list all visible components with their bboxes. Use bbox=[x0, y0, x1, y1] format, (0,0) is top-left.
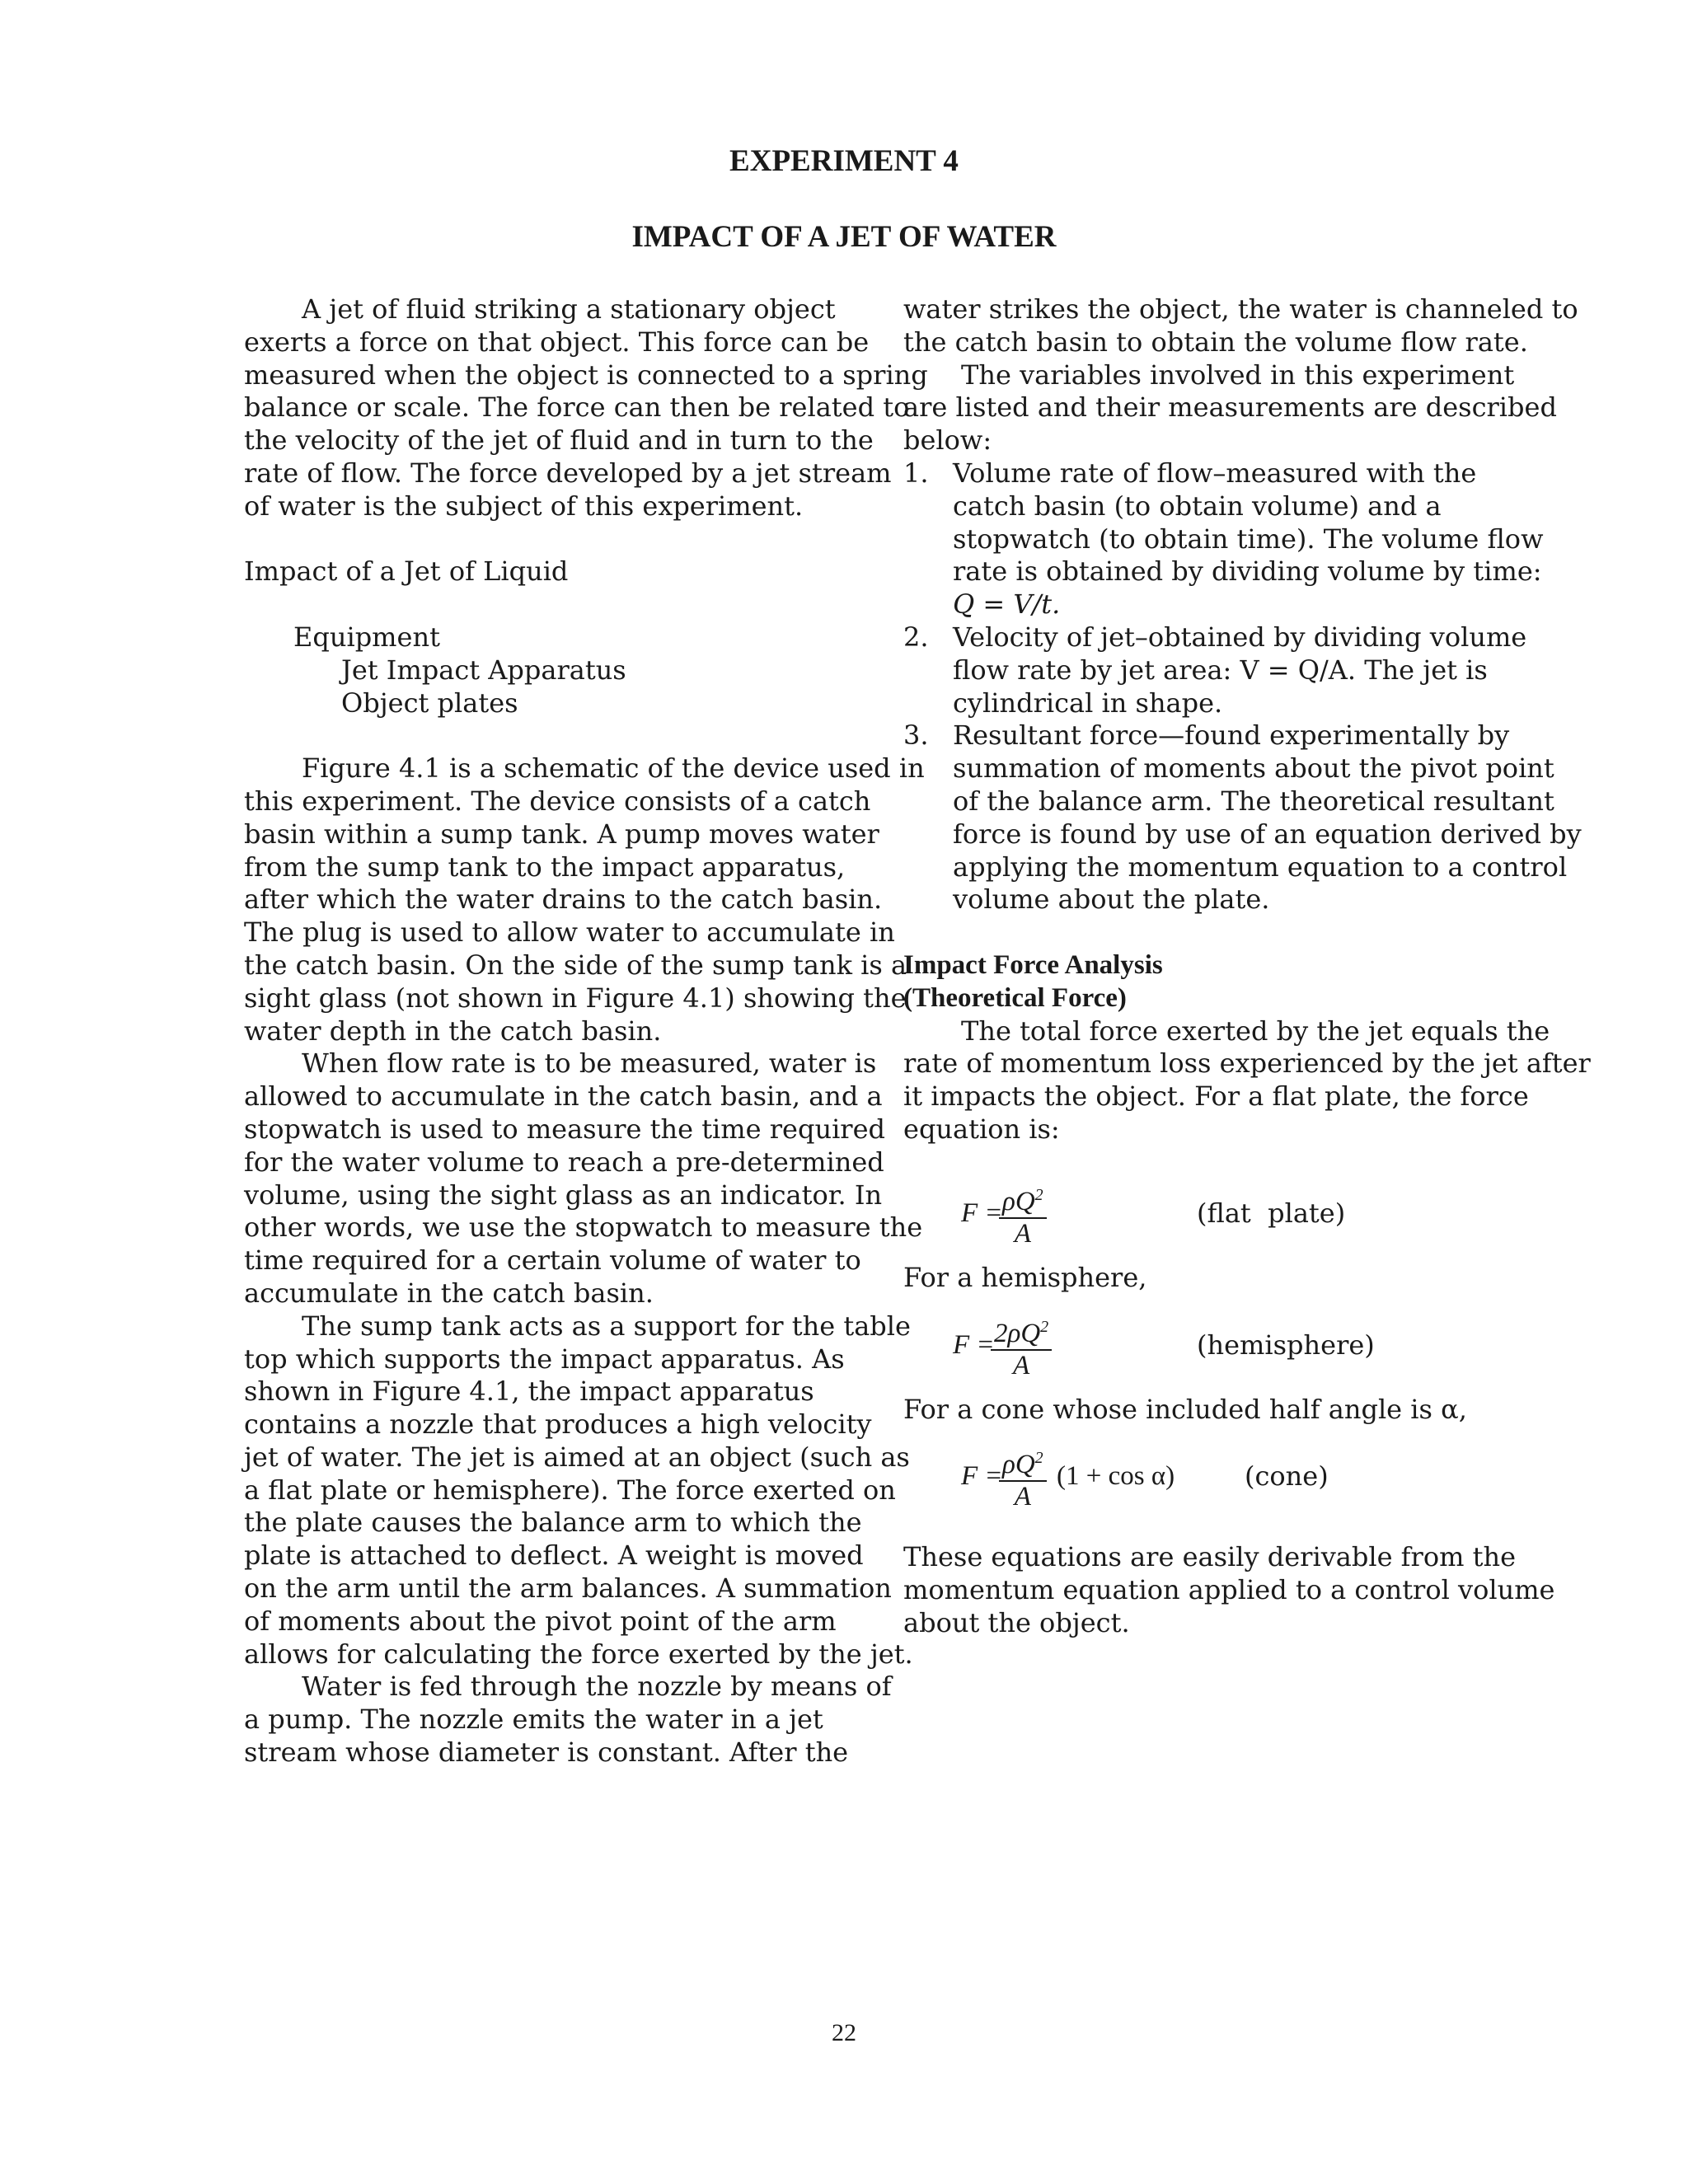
equation-lhs: F = bbox=[953, 1329, 995, 1360]
text-line: cylindrical in shape. bbox=[953, 687, 1223, 719]
list-number: 3. bbox=[903, 719, 929, 752]
hemisphere-intro: For a hemisphere, bbox=[903, 1261, 1147, 1293]
list-item bbox=[903, 457, 1544, 621]
text-line: rate of momentum loss experienced by the jet after bbox=[903, 1047, 1591, 1080]
left-column bbox=[244, 293, 928, 1769]
text-line: time required for a certain volume of water to bbox=[244, 1244, 861, 1277]
text-line: equation is: bbox=[903, 1113, 1060, 1145]
cone-intro: For a cone whose included half angle is α, bbox=[903, 1393, 1467, 1425]
equation-numerator: 2ρQ bbox=[994, 1318, 1041, 1348]
sump-tank-paragraph bbox=[244, 1310, 913, 1671]
analysis-heading: Impact Force Analysis bbox=[903, 949, 1163, 980]
text-line: Resultant force—found experimentally by bbox=[953, 719, 1510, 752]
equation-denominator: A bbox=[1013, 1350, 1030, 1380]
text-line: Figure 4.1 is a schematic of the device used in bbox=[302, 752, 925, 785]
text-line: flow rate by jet area: V = Q/A. The jet is bbox=[953, 654, 1488, 686]
text-line: A jet of fluid striking a stationary object bbox=[302, 293, 836, 325]
equation-numerator: ρQ bbox=[1002, 1186, 1035, 1216]
equipment-item: Object plates bbox=[341, 687, 518, 719]
text-line: the catch basin to obtain the volume flow rate. bbox=[903, 326, 1528, 358]
text-line: Water is fed through the nozzle by means of bbox=[302, 1671, 892, 1703]
equation-denominator: A bbox=[1014, 1218, 1031, 1249]
text-line: basin within a sump tank. A pump moves water bbox=[244, 818, 879, 850]
text-line: momentum equation applied to a control volume bbox=[903, 1574, 1555, 1606]
text-line: water strikes the object, the water is channeled to bbox=[903, 293, 1578, 325]
text-line: balance or scale. The force can then be related to bbox=[244, 391, 910, 424]
text-line: are listed and their measurements are described bbox=[903, 391, 1557, 424]
equation-exponent: 2 bbox=[1034, 1449, 1043, 1468]
analysis-paragraph bbox=[903, 1015, 1591, 1146]
equation-factor: (1 + cos α) bbox=[1057, 1461, 1175, 1492]
text-line: on the arm until the arm balances. A summation bbox=[244, 1572, 892, 1605]
list-item bbox=[903, 621, 1538, 719]
flat-plate-equation bbox=[903, 1179, 1538, 1249]
text-line: shown in Figure 4.1, the impact apparatus bbox=[244, 1376, 814, 1408]
section-label: Impact of a Jet of Liquid bbox=[244, 555, 569, 588]
text-line: Volume rate of flow–measured with the bbox=[953, 457, 1477, 489]
text-line: after which the water drains to the catch basin. bbox=[244, 883, 883, 916]
text-line: stream whose diameter is constant. After the bbox=[244, 1736, 849, 1769]
text-line: the plate causes the balance arm to which the bbox=[244, 1507, 862, 1539]
text-line: rate of flow. The force developed by a jet stream bbox=[244, 457, 892, 489]
text-line: Velocity of jet–obtained by dividing volume bbox=[953, 621, 1527, 653]
page-title: EXPERIMENT 4 bbox=[729, 144, 959, 178]
text-line: contains a nozzle that produces a high velocity bbox=[244, 1408, 872, 1441]
text-line: applying the momentum equation to a control bbox=[953, 851, 1568, 883]
text-line: the catch basin. On the side of the sump tank is a bbox=[244, 949, 907, 981]
text-line: for the water volume to reach a pre-determined bbox=[244, 1146, 884, 1178]
text-line: it impacts the object. For a flat plate, the force bbox=[903, 1080, 1529, 1113]
device-paragraph bbox=[244, 752, 925, 1047]
equation-label: (hemisphere) bbox=[1197, 1329, 1375, 1361]
equation-lhs: F = bbox=[961, 1197, 1003, 1228]
equation-exponent: 2 bbox=[1040, 1317, 1049, 1336]
text-line: stopwatch (to obtain time). The volume flow bbox=[953, 523, 1544, 555]
text-line: from the sump tank to the impact apparatus, bbox=[244, 851, 846, 883]
text-line: of the balance arm. The theoretical resultant bbox=[953, 785, 1554, 817]
text-line: The variables involved in this experiment bbox=[961, 359, 1515, 391]
text-line: summation of moments about the pivot point bbox=[953, 752, 1554, 785]
text-line: force is found by use of an equation derived by bbox=[953, 818, 1582, 850]
equation-lhs: F = bbox=[961, 1461, 1003, 1492]
equation-denominator: A bbox=[1014, 1482, 1031, 1512]
text-line: When flow rate is to be measured, water is bbox=[302, 1047, 877, 1080]
text-line: These equations are easily derivable from the bbox=[903, 1541, 1516, 1573]
text-line: volume about the plate. bbox=[953, 883, 1270, 916]
equation-label: (flat plate) bbox=[1197, 1197, 1346, 1229]
equation-numerator: ρQ bbox=[1002, 1450, 1035, 1480]
equation-label: (cone) bbox=[1245, 1460, 1329, 1493]
closing-paragraph bbox=[903, 1541, 1555, 1639]
variables-paragraph bbox=[903, 359, 1557, 457]
equipment-item: Jet Impact Apparatus bbox=[341, 654, 626, 686]
text-line: of moments about the pivot point of the arm bbox=[244, 1605, 837, 1637]
right-column bbox=[903, 293, 1591, 1640]
text-line: other words, we use the stopwatch to measure the bbox=[244, 1212, 923, 1244]
text-line: catch basin (to obtain volume) and a bbox=[953, 490, 1442, 522]
text-line: measured when the object is connected to a spring bbox=[244, 359, 928, 391]
text-line: allowed to accumulate in the catch basin, and a bbox=[244, 1080, 883, 1113]
equation-exponent: 2 bbox=[1034, 1185, 1043, 1204]
text-line: rate is obtained by dividing volume by time: bbox=[953, 555, 1542, 588]
list-item bbox=[903, 719, 1582, 916]
text-line: about the object. bbox=[903, 1606, 1130, 1638]
text-line: The plug is used to allow water to accumulate in bbox=[244, 916, 895, 949]
continuation-paragraph bbox=[903, 293, 1578, 359]
text-line: a pump. The nozzle emits the water in a jet bbox=[244, 1704, 823, 1736]
text-line: stopwatch is used to measure the time required bbox=[244, 1113, 886, 1145]
text-line: below: bbox=[903, 424, 992, 457]
page-subtitle: IMPACT OF A JET OF WATER bbox=[631, 220, 1057, 254]
text-line: The sump tank acts as a support for the table bbox=[302, 1310, 911, 1342]
text-line: a flat plate or hemisphere). The force exerted on bbox=[244, 1474, 896, 1506]
nozzle-paragraph bbox=[244, 1671, 892, 1769]
text-line: Q = V/t. bbox=[953, 588, 1061, 621]
intro-paragraph bbox=[244, 293, 928, 523]
list-number: 1. bbox=[903, 457, 929, 489]
text-line: top which supports the impact apparatus. As bbox=[244, 1343, 845, 1375]
text-line: jet of water. The jet is aimed at an object (such as bbox=[244, 1441, 910, 1473]
analysis-subheading: (Theoretical Force) bbox=[903, 982, 1127, 1013]
hemisphere-equation bbox=[903, 1311, 1538, 1380]
text-line: the velocity of the jet of fluid and in turn to the bbox=[244, 424, 874, 457]
cone-equation bbox=[903, 1442, 1538, 1512]
text-line: volume, using the sight glass as an indicator. In bbox=[244, 1179, 883, 1211]
text-line: exerts a force on that object. This force can be bbox=[244, 326, 870, 358]
text-line: plate is attached to deflect. A weight is moved bbox=[244, 1540, 864, 1572]
list-number: 2. bbox=[903, 621, 929, 653]
equipment-heading: Equipment bbox=[293, 621, 440, 653]
flow-rate-paragraph bbox=[244, 1047, 923, 1310]
text-line: water depth in the catch basin. bbox=[244, 1015, 662, 1047]
text-line: accumulate in the catch basin. bbox=[244, 1277, 654, 1309]
text-line: of water is the subject of this experiment. bbox=[244, 490, 804, 522]
page-number: 22 bbox=[832, 2019, 856, 2046]
text-line: The total force exerted by the jet equals the bbox=[961, 1015, 1550, 1047]
text-line: this experiment. The device consists of a catch bbox=[244, 785, 871, 817]
text-line: allows for calculating the force exerted by the jet. bbox=[244, 1638, 913, 1670]
text-line: sight glass (not shown in Figure 4.1) showing the bbox=[244, 982, 907, 1014]
